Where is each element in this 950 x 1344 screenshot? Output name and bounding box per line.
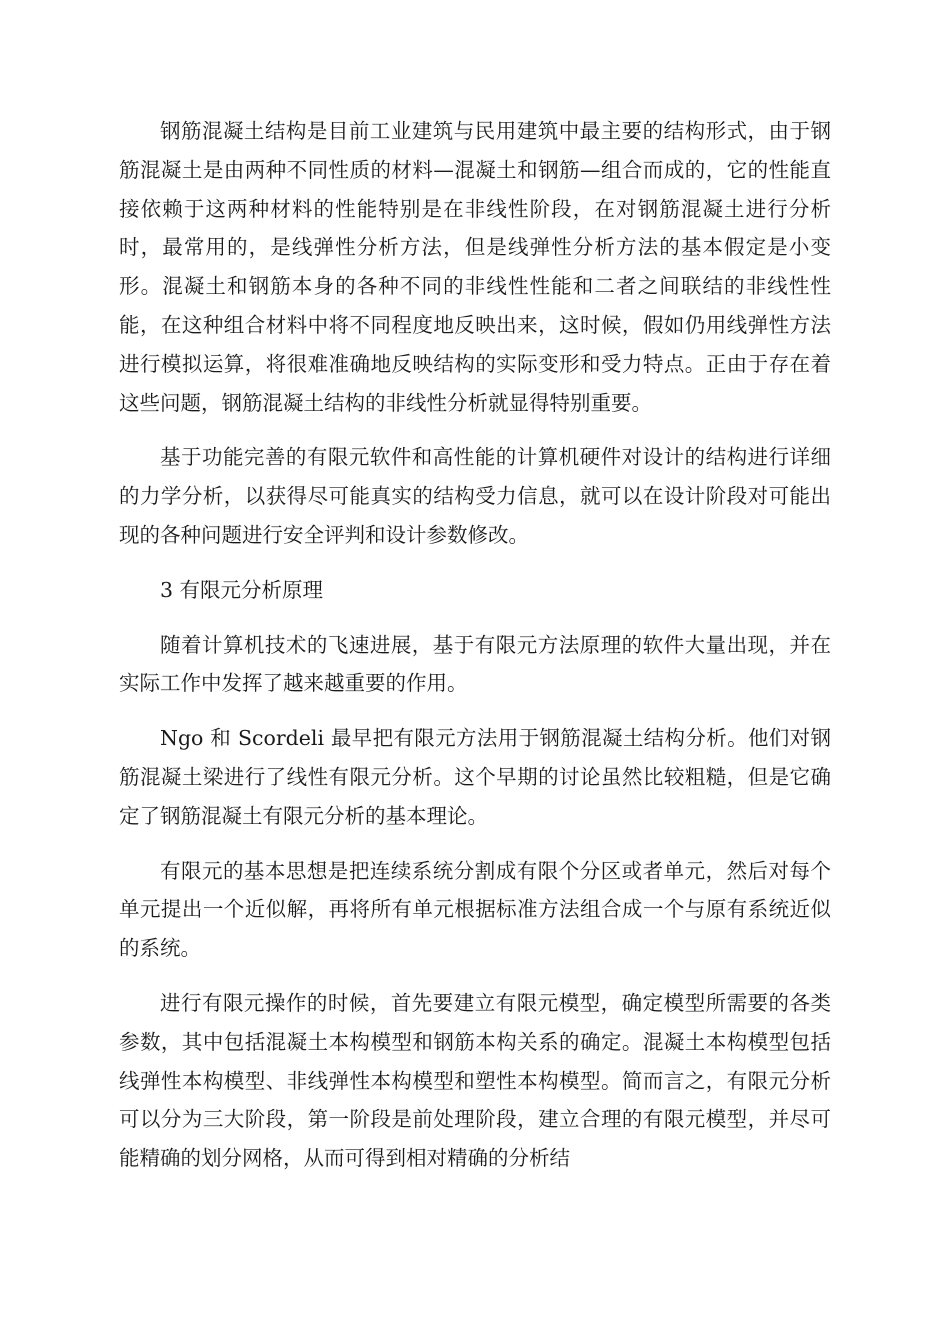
paragraph-fem-basic-idea: 有限元的基本思想是把连续系统分割成有限个分区或者单元，然后对每个单元提出一个近似解，再将所有单元根据标准方法组合成一个与原有系统近似的系统。 [119, 858, 831, 961]
paragraph-computer-development: 随着计算机技术的飞速进展，基于有限元方法原理的软件大量出现，并在实际工作中发挥了越来越重要的作用。 [119, 632, 831, 696]
paragraph-ngo-scordeli: Ngo 和 Scordeli 最早把有限元方法用于钢筋混凝土结构分析。他们对钢筋混凝土梁进行了线性有限元分析。这个早期的讨论虽然比较粗糙，但是它确定了钢筋混凝土有限元分析的基本理论。 [119, 726, 831, 828]
section-heading-fem-principle: 3 有限元分析原理 [160, 577, 324, 602]
paragraph-fem-procedure: 进行有限元操作的时候，首先要建立有限元模型，确定模型所需要的各类参数，其中包括混凝土本构模型和钢筋本构关系的确定。混凝土本构模型包括线弹性本构模型、非线弹性本构模型和塑性本构模型。简而言之，有限元分析可以分为三大阶段，第一阶段是前处理阶段，建立合理的有限元模型，并尽可能精确的划分网格，从而可得到相对精确的分析结 [119, 990, 831, 1171]
paragraph-rc-nonlinear-analysis: 钢筋混凝土结构是目前工业建筑与民用建筑中最主要的结构形式，由于钢筋混凝土是由两种不同性质的材料—混凝土和钢筋—组合而成的，它的性能直接依赖于这两种材料的性能特别是在非线性阶段，在对钢筋混凝土进行分析时，最常用的，是线弹性分析方法，但是线弹性分析方法的基本假定是小变形。混凝土和钢筋本身的各种不同的非线性性能和二者之间联结的非线性性能，在这种组合材料中将不同程度地反映出来，这时候，假如仍用线弹性方法进行模拟运算，将很难准确地反映结构的实际变形和受力特点。正由于存在着这些问题，钢筋混凝土结构的非线性分析就显得特别重要。 [119, 119, 831, 415]
paragraph-fem-software-design: 基于功能完善的有限元软件和高性能的计算机硬件对设计的结构进行详细的力学分析，以获得尽可能真实的结构受力信息，就可以在设计阶段对可能出现的各种问题进行安全评判和设计参数修改。 [119, 445, 831, 547]
document-body [119, 112, 831, 1194]
